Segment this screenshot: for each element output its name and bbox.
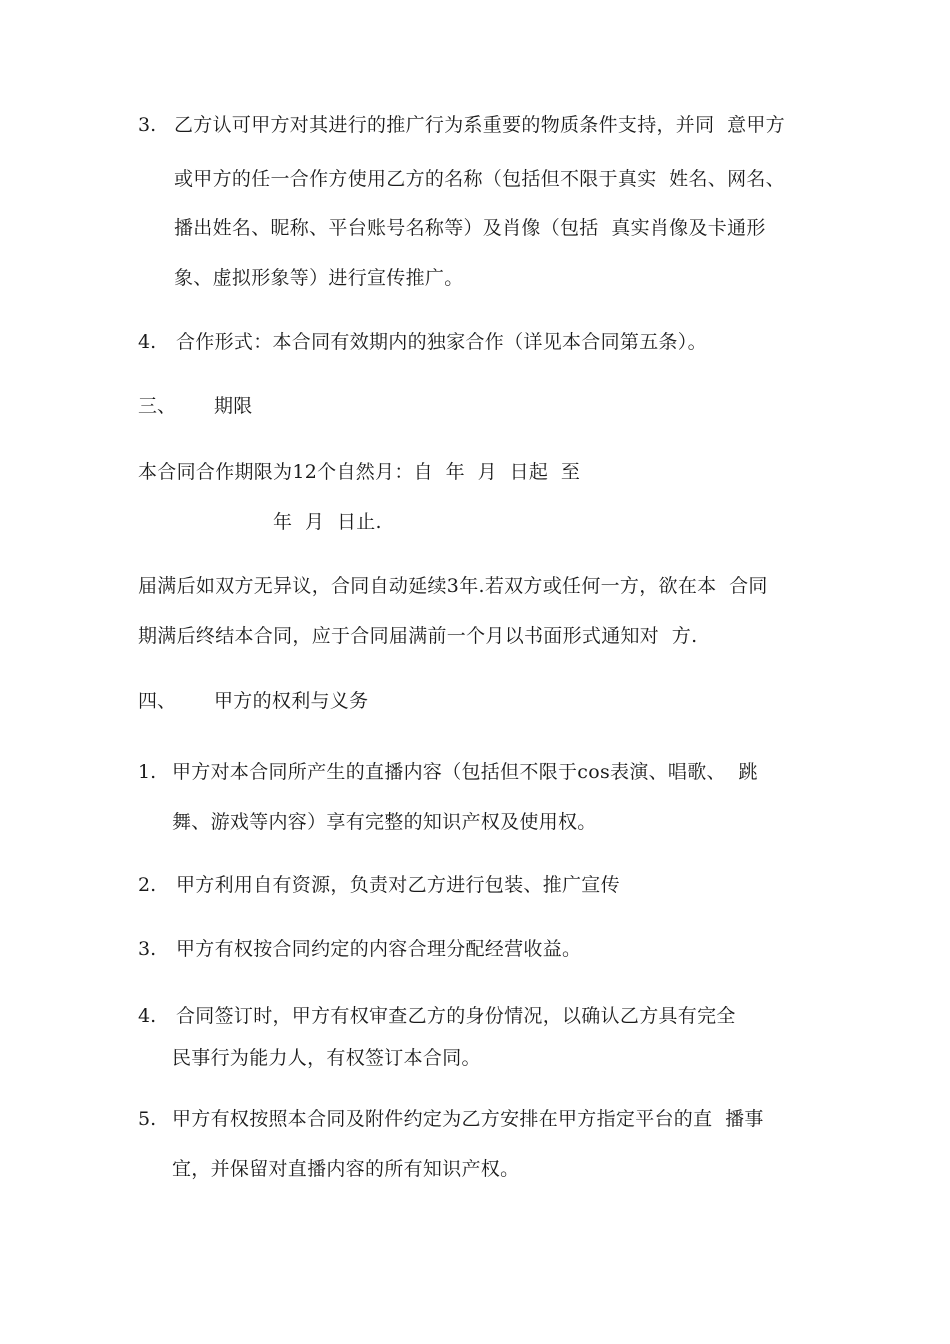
- paragraph-line: 舞、游戏等内容）享有完整的知识产权及使用权。: [172, 811, 597, 833]
- paragraph-line: 甲方有权按照本合同及附件约定为乙方安排在甲方指定平台的直 播事: [172, 1108, 764, 1130]
- paragraph-line: 或甲方的任一合作方使用乙方的名称（包括但不限于真实 姓名、网名、: [174, 168, 785, 190]
- paragraph-line: 年 月 日止.: [273, 511, 382, 533]
- paragraph-line: 播出姓名、昵称、平台账号名称等）及肖像（包括 真实肖像及卡通形: [174, 217, 766, 239]
- item-number: 3.: [138, 938, 157, 960]
- section-number: 三、: [138, 395, 177, 417]
- paragraph-line: 宜，并保留对直播内容的所有知识产权。: [172, 1158, 520, 1180]
- paragraph-line: 象、虚拟形象等）进行宣传推广。: [174, 267, 464, 289]
- paragraph-line: 合同签订时，甲方有权审查乙方的身份情况，以确认乙方具有完全: [176, 1005, 736, 1027]
- paragraph-line: 期满后终结本合同，应于合同届满前一个月以书面形式通知对 方.: [138, 625, 698, 647]
- item-number: 4.: [138, 331, 157, 353]
- section-title: 期限: [214, 395, 253, 417]
- paragraph-line: 届满后如双方无异议，合同自动延续3年.若双方或任何一方，欲在本 合同: [138, 575, 768, 597]
- paragraph-line: 甲方对本合同所产生的直播内容（包括但不限于cos表演、唱歌、 跳: [172, 761, 758, 783]
- section-number: 四、: [138, 690, 177, 712]
- item-number: 2.: [138, 874, 157, 896]
- paragraph-line: 甲方利用自有资源，负责对乙方进行包装、推广宣传: [176, 874, 620, 896]
- paragraph-line: 民事行为能力人，有权签订本合同。: [172, 1047, 481, 1069]
- section-title: 甲方的权利与义务: [214, 690, 369, 712]
- paragraph-line: 甲方有权按合同约定的内容合理分配经营收益。: [176, 938, 582, 960]
- item-number: 4.: [138, 1005, 157, 1027]
- item-number: 3.: [138, 114, 157, 136]
- paragraph-line: 合作形式：本合同有效期内的独家合作（详见本合同第五条）。: [176, 331, 707, 353]
- paragraph-line: 乙方认可甲方对其进行的推广行为系重要的物质条件支持，并同 意甲方: [174, 114, 785, 136]
- paragraph-line: 本合同合作期限为12个自然月：自 年 月 日起 至: [138, 461, 581, 483]
- item-number: 1.: [138, 761, 157, 783]
- item-number: 5.: [138, 1108, 157, 1130]
